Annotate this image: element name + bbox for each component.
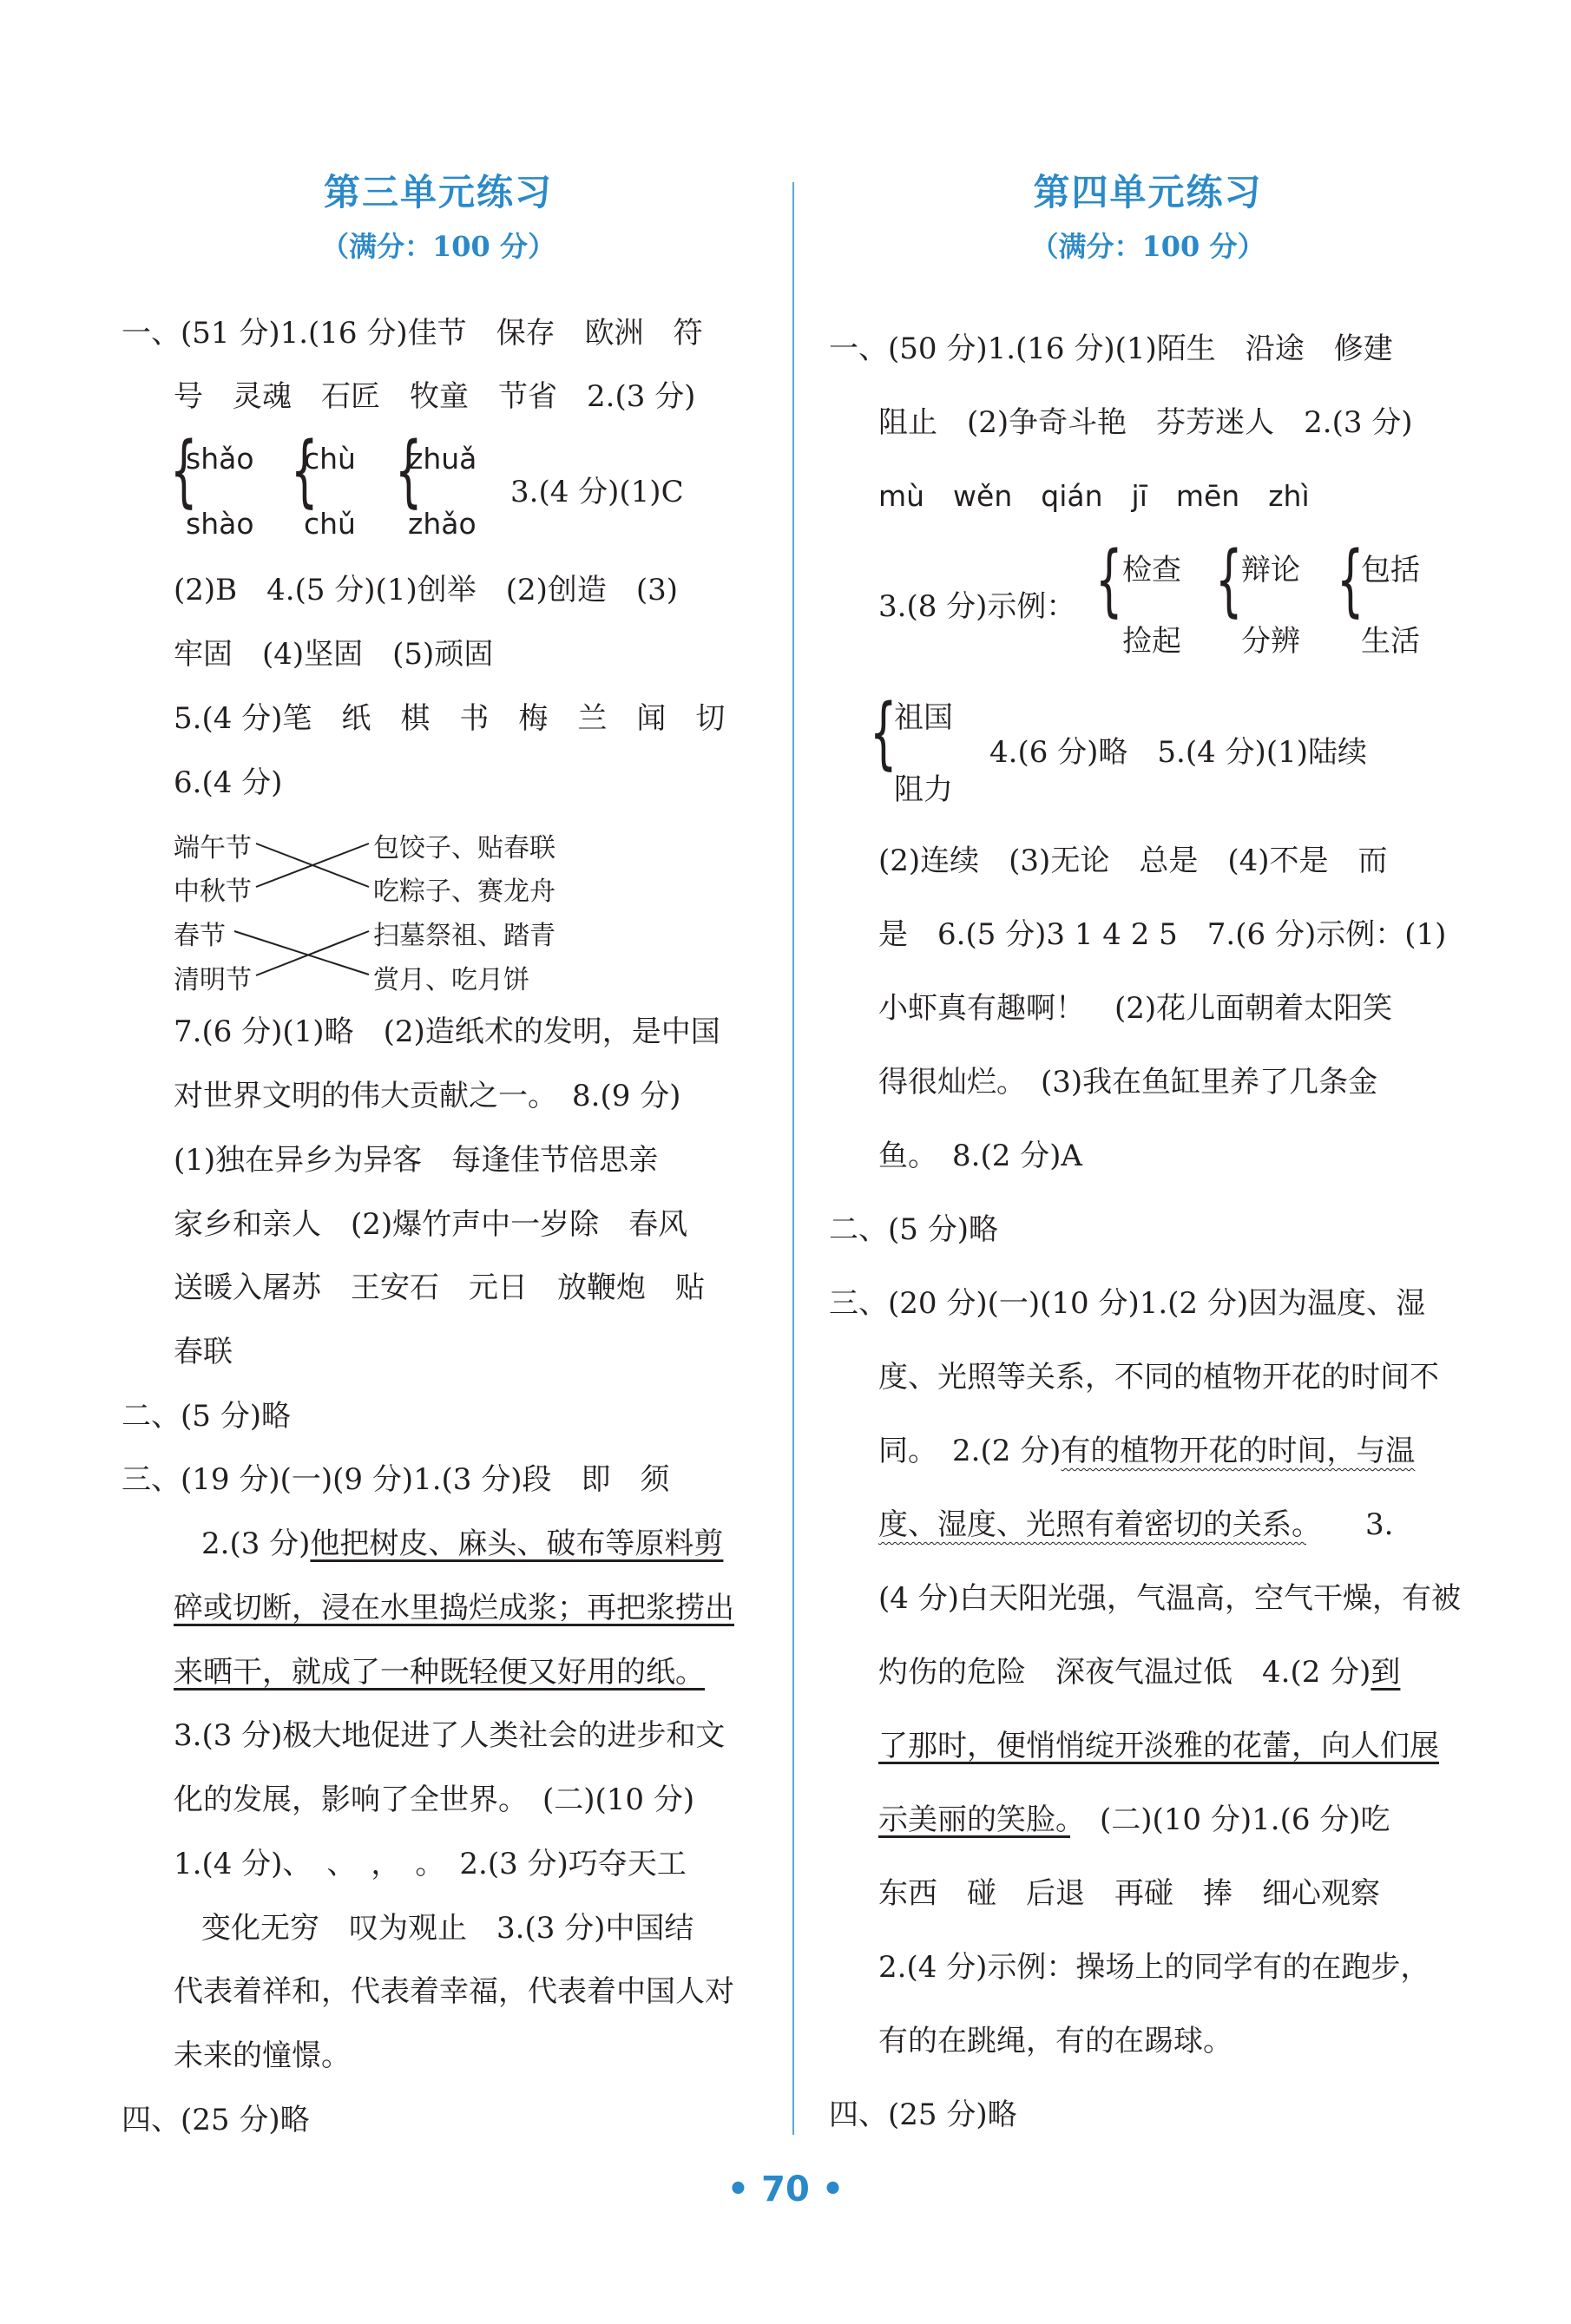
answer-line (878, 1507, 1394, 1542)
left-brace-icon: { (1215, 535, 1243, 626)
answer-line: 一、(51 分)1.(16 分)佳节 保存 欧洲 符 (122, 316, 703, 351)
answer-line: 家乡和亲人 (2)爆竹声中一岁除 春风 (174, 1207, 688, 1242)
word: 检查 (1122, 553, 1181, 588)
answer-line: 5.(4 分)笔 纸 棋 书 梅 兰 闻 切 (174, 701, 726, 736)
answer-line (878, 1655, 1401, 1690)
festival-label: 中秋节 (174, 876, 252, 907)
pinyin-line: mù wěn qián jī mēn zhì (878, 479, 1310, 513)
bullet-icon: • (726, 2170, 750, 2209)
answer-line: (2)B 4.(5 分)(1)创举 (2)创造 (3) (174, 573, 679, 607)
left-brace-icon: { (291, 425, 319, 516)
answer-text: 灼伤的危险 深夜气温过低 4.(2 分) (878, 1655, 1371, 1690)
match-line (234, 931, 369, 975)
answer-line: (4 分)白天阳光强，气温高，空气干燥，有被 (878, 1581, 1461, 1616)
underlined-answer: 他把树皮、麻头、破布等原料剪 (310, 1526, 724, 1561)
answer-line: 有的在跳绳，有的在踢球。 (878, 2024, 1232, 2058)
answer-text: (二)(10 分)1.(6 分)吃 (1100, 1802, 1390, 1837)
answer-line: 三、(19 分)(一)(9 分)1.(3 分)段 即 须 (122, 1462, 670, 1497)
answer-line: 三、(20 分)(一)(10 分)1.(2 分)因为温度、湿 (829, 1286, 1426, 1321)
pinyin: chù (304, 442, 356, 476)
unit-four-score: （满分：100 分） (1030, 230, 1265, 263)
question-number: 3. (1365, 1507, 1394, 1542)
answer-line: 二、(5 分)略 (122, 1399, 291, 1434)
left-brace-icon: { (395, 425, 423, 516)
answer-line: 4.(6 分)略 5.(4 分)(1)陆续 (989, 735, 1367, 770)
word: 辩论 (1241, 553, 1300, 588)
festival-label: 端午节 (174, 833, 252, 863)
answer-line: 3.(8 分)示例： (878, 589, 1076, 624)
answer-line: 6.(4 分) (174, 765, 283, 800)
word: 包括 (1361, 553, 1420, 588)
festival-label: 清明节 (174, 965, 252, 995)
answer-line (201, 1526, 724, 1561)
answer-line (878, 1802, 1390, 1837)
answer-line: 送暖入屠苏 王安石 元日 放鞭炮 贴 (174, 1270, 705, 1305)
word: 捡起 (1122, 624, 1181, 659)
answer-line: 2.(4 分)示例：操场上的同学有的在跑步， (878, 1950, 1430, 1985)
pinyin: shào (186, 507, 254, 541)
underlined-answer: 到 (1371, 1655, 1401, 1690)
underlined-answer: 来晒干，就成了一种既轻便又好用的纸。 (174, 1655, 705, 1690)
word: 分辨 (1241, 624, 1300, 659)
page-number-value: 70 (761, 2170, 810, 2209)
pinyin: zhǎo (408, 507, 477, 541)
question-number: 2.(3 分) (201, 1526, 311, 1561)
answer-line: 化的发展，影响了全世界。 (二)(10 分) (174, 1782, 695, 1817)
unit-four-title: 第四单元练习 (1033, 171, 1263, 213)
answer-line: 阻止 (2)争奇斗艳 芬芳迷人 2.(3 分) (878, 405, 1413, 440)
left-brace-icon: { (1337, 535, 1364, 626)
answer-line (878, 1436, 1415, 1466)
custom-label: 赏月、吃月饼 (373, 965, 529, 995)
word: 生活 (1361, 624, 1420, 659)
answer-line: 3.(3 分)极大地促进了人类社会的进步和文 (174, 1718, 726, 1753)
answer-line: 小虾真有趣啊！ (2)花儿面朝着太阳笑 (878, 991, 1393, 1026)
answer-line: 3.(4 分)(1)C (510, 475, 684, 509)
festival-label: 春节 (174, 921, 226, 951)
word: 阻力 (894, 772, 953, 807)
wavy-underlined-answer: 度、湿度、光照有着密切的关系。 (878, 1507, 1306, 1542)
answer-line: 一、(50 分)1.(16 分)(1)陌生 沿途 修建 (829, 332, 1393, 366)
answer-line: 四、(25 分)略 (829, 2098, 1017, 2132)
unit-four-column (829, 165, 1467, 272)
pinyin: shǎo (186, 442, 254, 476)
answer-line: (1)独在异乡为异客 每逢佳节倍思亲 (174, 1143, 659, 1178)
left-brace-icon: { (170, 425, 198, 516)
answer-line: 东西 碰 后退 再碰 捧 细心观察 (878, 1876, 1380, 1911)
answer-line: 鱼。 8.(2 分)A (878, 1139, 1082, 1173)
answer-line: 牢固 (4)坚固 (5)顽固 (174, 637, 494, 672)
answer-line: 代表着祥和，代表着幸福，代表着中国人对 (174, 1974, 734, 2009)
answer-line: 是 6.(5 分)3 1 4 2 5 7.(6 分)示例：(1) (878, 917, 1447, 952)
question-number: 同。 2.(2 分) (878, 1434, 1062, 1468)
underlined-answer: 示美丽的笑脸。 (878, 1802, 1070, 1837)
answer-line: 7.(6 分)(1)略 (2)造纸术的发明，是中国 (174, 1014, 720, 1049)
word: 祖国 (894, 700, 953, 735)
answer-line: 春联 (174, 1335, 233, 1369)
custom-label: 吃粽子、赛龙舟 (373, 876, 555, 907)
answer-line: 未来的憧憬。 (174, 2038, 351, 2073)
custom-label: 包饺子、贴春联 (373, 833, 555, 863)
answer-line: 度、光照等关系，不同的植物开花的时间不 (878, 1360, 1439, 1395)
answer-line: 二、(5 分)略 (829, 1212, 998, 1247)
underlined-answer: 碎或切断，浸在水里捣烂成浆；再把浆捞出 (174, 1591, 734, 1625)
left-brace-icon: { (870, 687, 897, 778)
page-number (0, 2170, 1571, 2209)
unit-three-title: 第三单元练习 (323, 171, 553, 213)
pinyin: zhuǎ (408, 442, 477, 476)
answer-line: 四、(25 分)略 (122, 2103, 310, 2137)
answer-line: 号 灵魂 石匠 牧童 节省 2.(3 分) (174, 379, 696, 414)
bullet-icon: • (821, 2170, 845, 2209)
answer-line: 对世界文明的伟大贡献之一。 8.(9 分) (174, 1079, 681, 1113)
answer-line: 1.(4 分)、 、 ， 。 2.(3 分)巧夺天工 (174, 1847, 687, 1881)
answer-line: 得很灿烂。 (3)我在鱼缸里养了几条金 (878, 1065, 1378, 1100)
custom-label: 扫墓祭祖、踏青 (373, 921, 555, 951)
underlined-answer: 了那时，便悄悄绽开淡雅的花蕾，向人们展 (878, 1729, 1439, 1763)
answer-line: (2)连续 (3)无论 总是 (4)不是 而 (878, 844, 1388, 878)
unit-three-score: （满分：100 分） (321, 230, 555, 263)
pinyin: chǔ (304, 507, 356, 541)
answer-line: 变化无穷 叹为观止 3.(3 分)中国结 (201, 1911, 694, 1946)
wavy-underlined-answer: 有的植物开花的时间，与温 (1061, 1434, 1416, 1468)
left-brace-icon: { (1095, 535, 1123, 626)
